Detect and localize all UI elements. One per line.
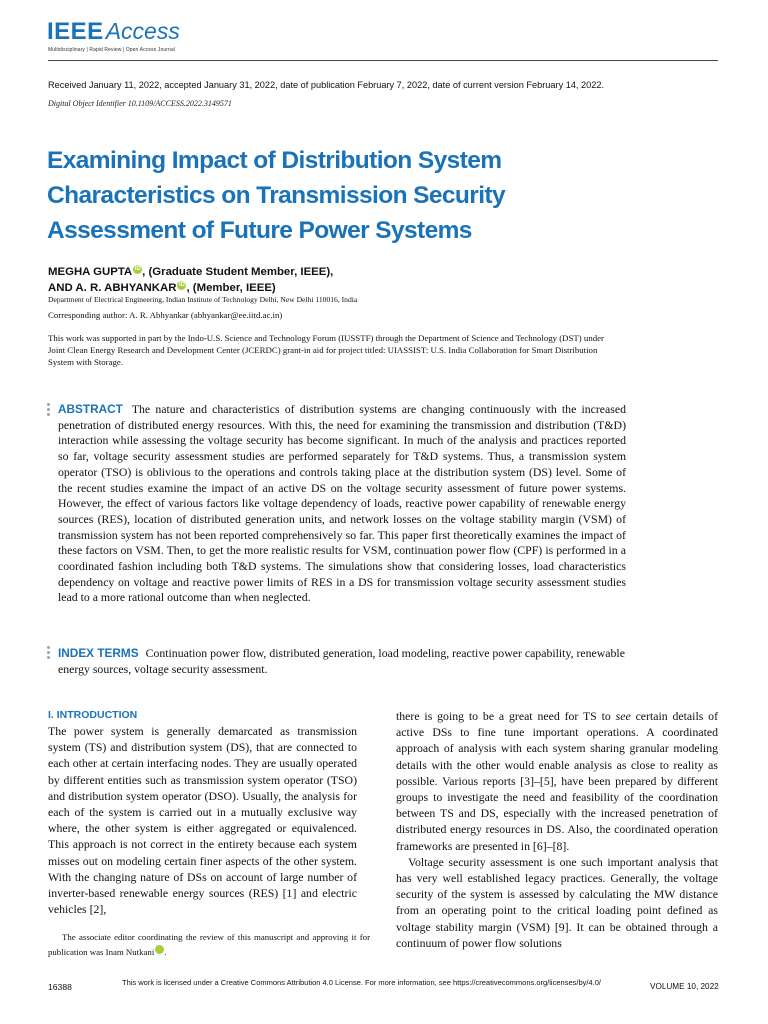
affiliation: Department of Electrical Engineering, Indian Institute of Technology Delhi, New Delhi 110016, India [48,295,358,304]
body-paragraph: Voltage security assessment is one such important analysis that has very well established legacy practices. Generally, the voltage security of the system is assessed by calculating the MW distance from an operating point to the critical loading point defined as voltage stability margin (VSM) [9]. It can be obtained through a continuum of power flow solutions [396,854,718,950]
doi: Digital Object Identifier 10.1109/ACCESS.2022.3149571 [48,99,232,108]
page-number: 16388 [48,982,72,992]
author-name: AND A. R. ABHYANKAR [48,282,177,294]
body-paragraph: there is going to be a great need for TS to see certain details of active DSs to fine tune important operations. A coordinated approach of analysis with each system sharing granular modeling details with the other would enable analysis as close to reality as possible. Various reports [3]–[5], have been prepared by different groups to investigate the need and feasibility of the coordination between TS and DS, especially with the increased penetration of distributed energy resources in DS. Also, the coordinated operation frameworks are presented in [6]–[8]. [396,709,719,853]
dots-icon [47,646,51,661]
index-terms-label: INDEX TERMS [58,646,139,660]
orcid-icon[interactable]: iD [134,266,141,272]
emphasis: see [615,709,631,723]
body-column-right [396,708,718,951]
journal-brand: IEEE [47,18,104,45]
body-column-left: The power system is generally demarcated as transmission system (TS) and distribution system (DS), that are connected to each other at certain interfacing nodes. They are usually operated by different entities such as transmission system operator (TSO) and distribution system operator (DSO). Usually, the analysis for each of the system is carried out in a mutually exclusive way where, the other system is either aggregated or equivalenced. This approach is not correct in the entirety because each system misses out on modeling certain finer aspects of the other system. With the changing nature of DSs on account of large number of inverter-based renewable energy sources (RES) [1] and electric vehicles [2], [48,724,357,917]
corresponding-author: Corresponding author: A. R. Abhyankar (abhyankar@ee.iitd.ac.in) [48,310,283,320]
dots-icon [47,403,51,418]
abstract-text: The nature and characteristics of distribution systems are changing continuously with the increased penetration of distributed energy resources. With this, the need for examining the transmission and distribution (T&D) interaction while assessing the voltage security has become significant. In much of the analysis and practices reported so far, voltage security assessment studies are performed separately for T&D systems. Thus, a transmission system operator (TSO) is oblivious to the operations and controls taking place at the distribution system (DS) level. Some of the recent studies examine the impact of an active DS on the voltage security assessment of future power systems. However, the effect of various factors like voltage dependency of loads, reactive power capability of renewable energy sources (RES), location of distributed generation units, and network losses on the voltage stability margin (VSM) of transmission system has not been reported comprehensively so far. This paper first theoretically examines the impact of these factors on VSM. Then, to get the more realistic results for VSM, continuation power flow (CPF) is performed in a coordinated fashion including both T&D systems. The simulations show that considering losses, load characteristics dependency on voltage and reactive power limits of RES in a DS for transmission voltage security assessment studies lead to a more rational outcome than when neglected. [58,402,626,605]
author-role: , (Member, IEEE) [186,282,276,294]
received-dates: Received January 11, 2022, accepted January 31, 2022, date of publication February 7, 2022, date of current version February 14, 2022. [48,80,605,90]
section-heading: I. INTRODUCTION [48,709,138,721]
journal-name: Access [105,18,180,44]
orcid-icon[interactable]: iD [178,282,185,288]
abstract [58,402,626,606]
editor-footnote: The associate editor coordinating the review of this manuscript and approving it for publication was Inam Nutkani iD. [48,932,370,957]
author-list [48,264,333,296]
abstract-label: ABSTRACT [58,402,123,416]
author-role: , (Graduate Student Member, IEEE), [142,266,334,278]
funding-note: This work was supported in part by the Indo-U.S. Science and Technology Forum (IUSSTF) through the Department of Science and Technology (DST) under Joint Clean Energy Research and Development Center (JCERDC) grant-in aid for project titled: UIASSIST: U.S. India Collaboration for Smart Distribution System with Storage. [48,333,604,367]
index-terms [58,646,638,677]
paper-title: Examining Impact of Distribution System Characteristics on Transmission Security Assessment of Future Power Systems [47,147,506,244]
volume-info: VOLUME 10, 2022 [650,982,719,991]
journal-logo [47,20,180,44]
orcid-icon[interactable]: iD [155,945,164,954]
journal-tagline: Multidisciplinary | Rapid Review | Open Access Journal [48,47,175,53]
license-notice[interactable]: This work is licensed under a Creative Commons Attribution 4.0 License. For more information, see https://creativecommons.org/licenses/by/4.0/ [122,978,601,987]
author-name: MEGHA GUPTA [48,266,133,278]
index-terms-text: Continuation power flow, distributed generation, load modeling, reactive power capability, renewable energy sources, voltage security assessment. [58,646,625,676]
header-rule [48,60,718,61]
